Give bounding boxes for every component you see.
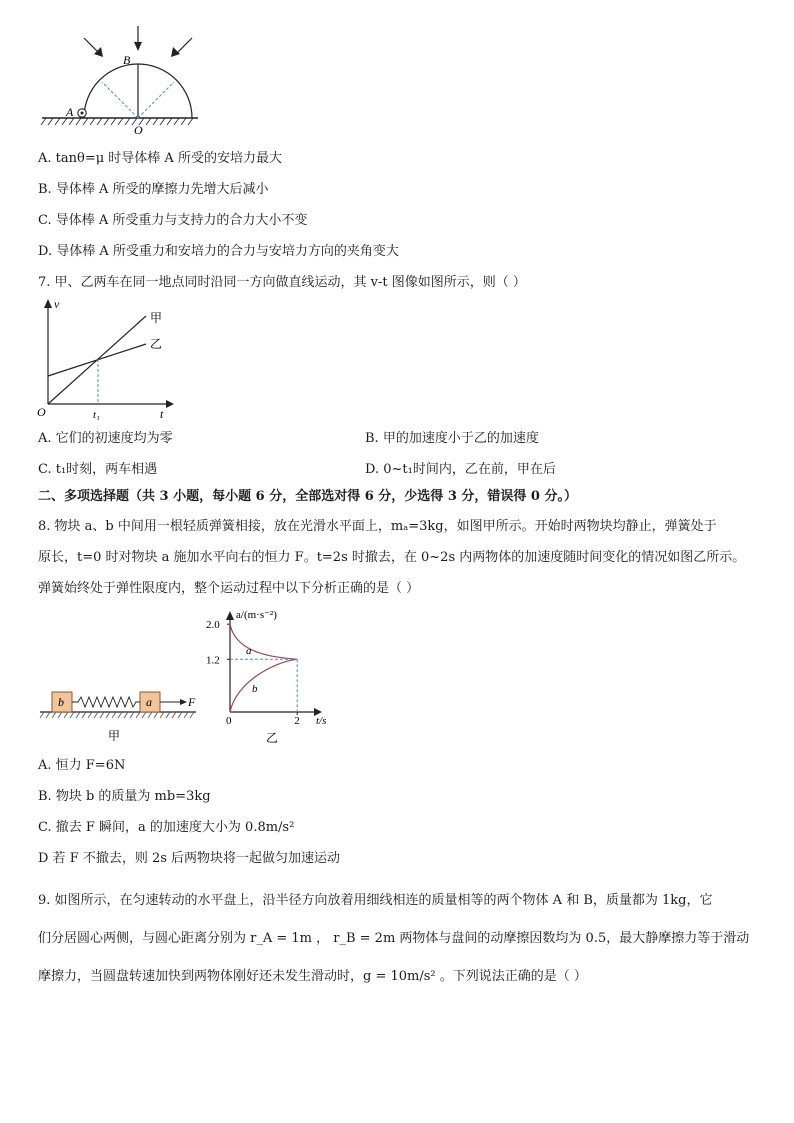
fig6-label-b: B xyxy=(123,53,131,67)
chart-series-b-curve xyxy=(230,659,297,712)
fig8-force-f: F xyxy=(188,695,196,709)
fig8-block-b: b xyxy=(58,695,64,709)
q7-option-d: D. 0~t₁时间内，乙在前，甲在后 xyxy=(365,462,556,477)
q8-stem-line1: 8. 物块 a、b 中间用一根轻质弹簧相接，放在光滑水平面上，mₐ=3kg，如图甲所示。开始时两物块均静止，弹簧处于 xyxy=(38,519,717,534)
q7-option-a: A. 它们的初速度均为零 xyxy=(38,431,173,446)
q9-stem-line3: 摩擦力，当圆盘转速加快到两物体刚好还未发生滑动时，g = 10m/s² 。下列说法正确的是（ ） xyxy=(38,969,587,984)
q8-stem-line3: 弹簧始终处于弹性限度内，整个运动过程中以下分析正确的是（ ） xyxy=(38,581,420,596)
fig8-tick-0: 0 xyxy=(226,715,232,727)
fig8-y-axis-label: a/(m·s⁻²) xyxy=(236,609,277,621)
q6-option-c: C. 导体棒 A 所受重力与支持力的合力大小不变 xyxy=(38,213,308,228)
fig6-label-o: O xyxy=(134,123,143,136)
q6-figure xyxy=(36,24,206,136)
q9-stem-line2: 们分居圆心两侧，与圆心距离分别为 r_A = 1m ， r_B = 2m 两物体与盘间的动摩擦因数均为 0.5，最大静摩擦力等于滑动 xyxy=(38,931,750,946)
q8-option-c: C. 撤去 F 瞬间，a 的加速度大小为 0.8m/s² xyxy=(38,820,295,835)
q6-option-b: B. 导体棒 A 所受的摩擦力先增大后减小 xyxy=(38,182,269,197)
q6-option-a: A. tanθ=μ 时导体棒 A 所受的安培力最大 xyxy=(38,151,282,166)
fig8-curve-a-label: a xyxy=(246,645,252,657)
fig8-x-axis-label: t/s xyxy=(316,715,327,727)
q8-stem-line2: 原长，t=0 时对物块 a 施加水平向右的恒力 F。t=2s 时撤去，在 0~2s 内两物体的加速度随时间变化的情况如图乙所示。 xyxy=(38,550,746,565)
fig6-label-a: A xyxy=(66,105,74,119)
fig7-axis-t: t xyxy=(160,407,164,421)
fig8-block-a: a xyxy=(146,695,152,709)
q7-stem: 7. 甲、乙两车在同一地点同时沿同一方向做直线运动，其 v-t 图像如图所示，则（ ） xyxy=(38,275,526,290)
q7-option-c: C. t₁时刻，两车相遇 xyxy=(38,462,158,477)
q8-option-b: B. 物块 b 的质量为 mb=3kg xyxy=(38,789,211,804)
q7-option-b: B. 甲的加速度小于乙的加速度 xyxy=(365,431,539,446)
q8-option-a: A. 恒力 F=6N xyxy=(38,758,126,773)
fig8-curve-b-label: b xyxy=(252,683,258,695)
q8-figure-jia xyxy=(36,682,206,746)
fig7-origin: O xyxy=(37,405,46,419)
fig8-tick-2-0: 2.0 xyxy=(206,619,220,632)
fig7-axis-v: v xyxy=(54,297,60,311)
q7-vt-graph xyxy=(34,296,184,422)
fig7-label-jia: 甲 xyxy=(150,311,163,325)
fig8-tick-2: 2 xyxy=(294,715,300,727)
fig7-label-yi: 乙 xyxy=(150,337,163,351)
fig7-tick-t1: t₁ xyxy=(93,409,100,421)
q8-option-d: D 若 F 不撤去，则 2s 后两物块将一起做匀加速运动 xyxy=(38,851,341,866)
chart-series-a-curve xyxy=(230,624,297,659)
q6-option-d: D. 导体棒 A 所受重力和安培力的合力与安培力方向的夹角变大 xyxy=(38,244,399,259)
q8-figure-yi-chart xyxy=(196,602,346,746)
fig8-tick-1-2: 1.2 xyxy=(206,654,220,667)
fig8-caption-jia: 甲 xyxy=(108,729,121,743)
fig8-caption-yi: 乙 xyxy=(266,731,279,745)
section-2-title: 二、多项选择题（共 3 小题，每小题 6 分，全部选对得 6 分，少选得 3 分，错误得 0 分。） xyxy=(38,489,577,504)
q9-stem-line1: 9. 如图所示，在匀速转动的水平盘上，沿半径方向放着用细线相连的质量相等的两个物体 A 和 B，质量都为 1kg，它 xyxy=(38,893,713,908)
